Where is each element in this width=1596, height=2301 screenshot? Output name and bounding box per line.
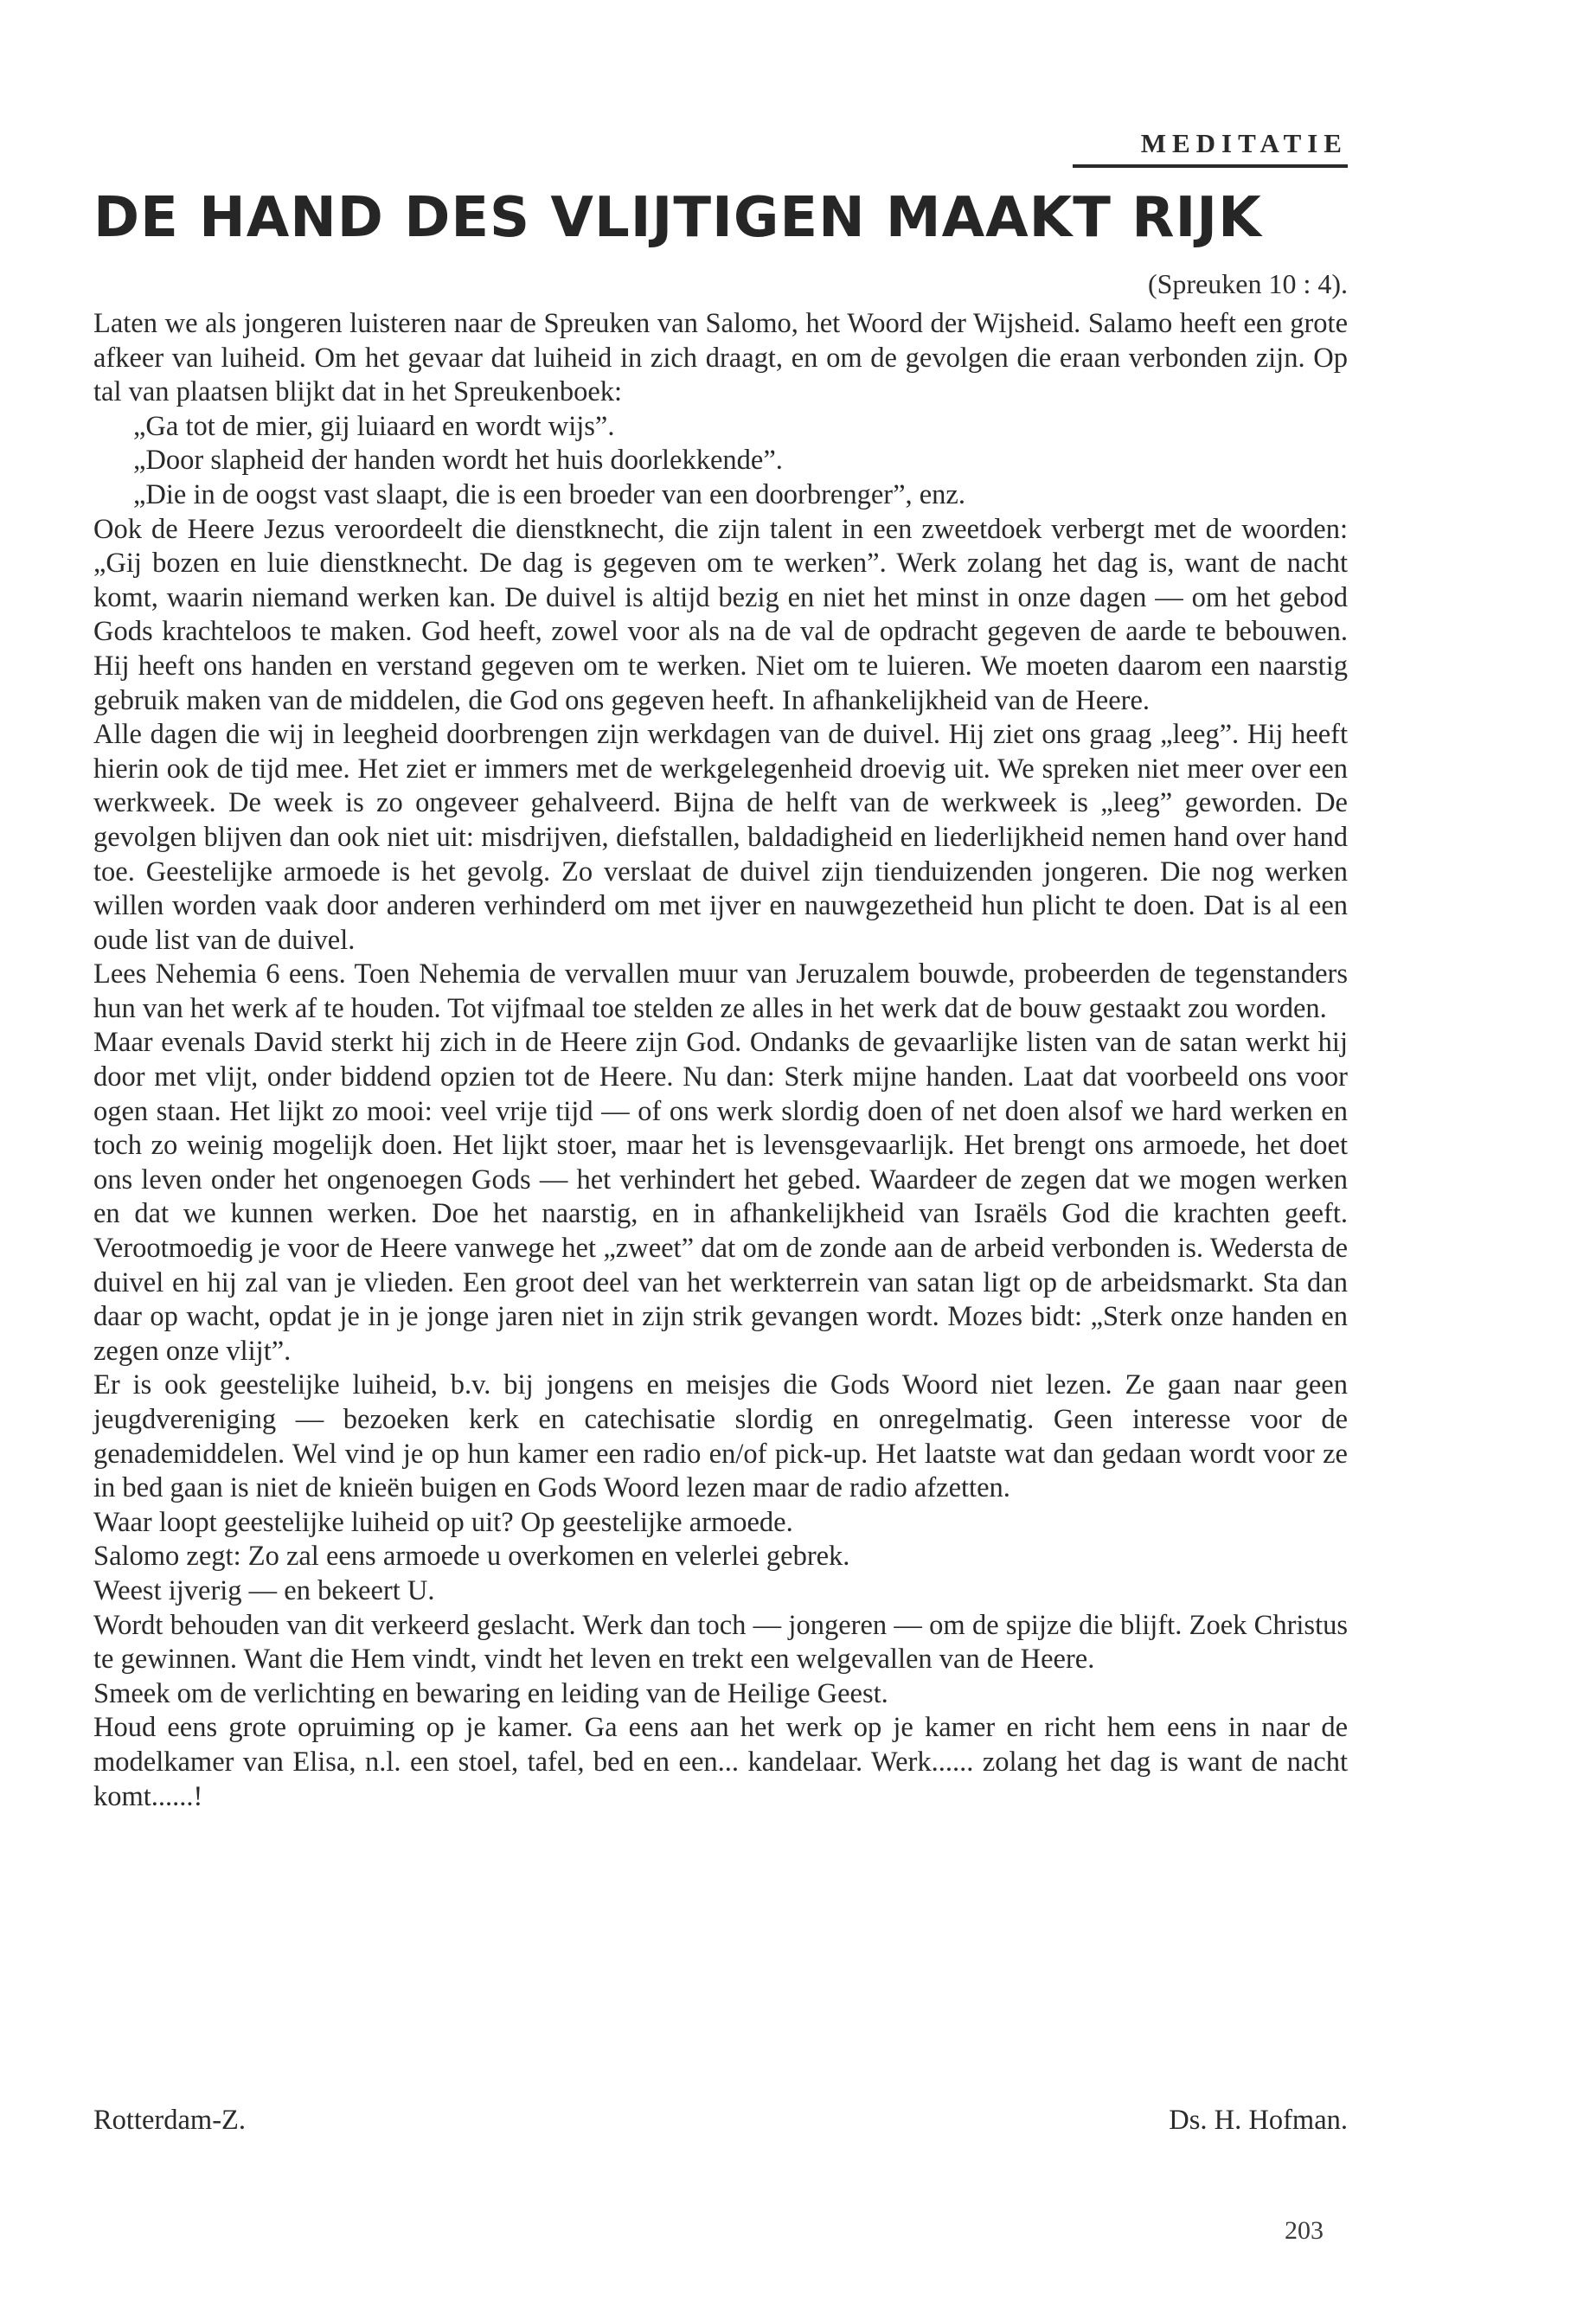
paragraph: Houd eens grote opruiming op je kamer. Ga eens aan het werk op je kamer en richt hem eens in naar de modelkamer van Elisa, n.l. een stoel, tafel, bed en een... kandelaar. Werk...... zolang het dag is want de nacht komt......! [93,1712,1348,1812]
paragraph: Wordt behouden van dit verkeerd geslacht. Werk dan toch — jongeren — om de spijze die blijft. Zoek Christus te gewinnen. Want die Hem vindt, vindt het leven en trekt een welgevallen van de Heere. [93,1609,1348,1676]
article-body [93,307,1348,1814]
paragraph: Maar evenals David sterkt hij zich in de Heere zijn God. Ondanks de gevaarlijke listen van de satan werkt hij door met vlijt, onder biddend opzien tot de Heere. Nu dan: Sterk mijne handen. Laat dat voorbeeld ons voor ogen staan. Het lijkt zo mooi: veel vrije tijd — of ons werk slordig doen of net doen alsof we hard werken en toch zo weinig mogelijk doen. Het lijkt stoer, maar het is levensgevaarlijk. Het brengt ons armoede, het doet ons leven onder het ongenoegen Gods — het verhindert het gebed. Waardeer de zegen dat we mogen werken en dat we kunnen werken. Doe het naarstig, en in afhankelijkheid van Israëls God die krachten geeft. Verootmoedig je voor de Heere vanwege het „zweet” dat om de zonde aan de arbeid verbonden is. Wedersta de duivel en hij zal van je vlieden. Een groot deel van het werkterrein van satan ligt op de arbeidsmarkt. Sta dan daar op wacht, opdat je in je jonge jaren niet in zijn strik gevangen wordt. Mozes bidt: „Sterk onze handen en zegen onze vlijt”. [93,1027,1348,1367]
paragraph: Ook de Heere Jezus veroordeelt die dienstknecht, die zijn talent in een zweetdoek verbergt met de woorden: „Gij bozen en luie dienstknecht. De dag is gegeven om te werken”. Werk zolang het dag is, want de nacht komt, waarin niemand werken kan. De duivel is altijd bezig en niet het minst in onze dagen — om het gebod Gods krachteloos te maken. God heeft, zowel voor als na de val de opdracht gegeven de aarde te bebouwen. Hij heeft ons handen en verstand gegeven om te werken. Niet om te luieren. We moeten daarom een naarstig gebruik maken van de middelen, die God ons gegeven heeft. In afhankelijkheid van de Heere. [93,513,1348,716]
place-name: Rotterdam-Z. [93,2105,246,2136]
paragraph: Salomo zegt: Zo zal eens armoede u overkomen en velerlei gebrek. [93,1541,850,1573]
paragraph: Lees Nehemia 6 eens. Toen Nehemia de vervallen muur van Jeruzalem bouwde, probeerden de tegenstanders hun van het werk af te houden. Tot vijfmaal toe stelden ze alles in het werk dat de bouw gestaakt zou worden. [93,958,1348,1024]
section-label: MEDITATIE [1073,128,1348,168]
paragraph: Weest ijverig — en bekeert U. [93,1574,435,1606]
article-title: DE HAND DES VLIJTIGEN MAAKT RIJK [93,186,1262,250]
paragraph: Waar loopt geestelijke luiheid op uit? Op geestelijke armoede. [93,1506,793,1538]
quote-line: „Die in de oogst vast slaapt, die is een broeder van een doorbrenger”, enz. [133,478,965,510]
quote-line: „Door slapheid der handen wordt het huis doorlekkende”. [133,445,783,477]
page-number: 203 [1285,2216,1324,2245]
author-name: Ds. H. Hofman. [1169,2105,1348,2136]
paragraph: Er is ook geestelijke luiheid, b.v. bij jongens en meisjes die Gods Woord niet lezen. Ze gaan naar geen jeugdvereniging — bezoeken kerk en catechisatie slordig en onregelmatig. Geen interesse voor de genademiddelen. Wel vind je op hun kamer een radio en/of pick-up. Het laatste wat dan gedaan wordt voor ze in bed gaan is niet de knieën buigen en Gods Woord lezen maar de radio afzetten. [93,1369,1348,1504]
paragraph: Alle dagen die wij in leegheid doorbrengen zijn werkdagen van de duivel. Hij ziet ons graag „leeg”. Hij heeft hierin ook de tijd mee. Het ziet er immers met de werkgelegenheid droevig uit. We spreken niet meer over een werkweek. De week is zo ongeveer gehalveerd. Bijna de helft van de werkweek is „leeg” geworden. De gevolgen blijven dan ook niet uit: misdrijven, diefstallen, baldadigheid en liederlijkheid nemen hand over hand toe. Geestelijke armoede is het gevolg. Zo verslaat de duivel zijn tienduizenden jongeren. Die nog werken willen worden vaak door anderen verhinderd om met ijver en nauwgezetheid hun plicht te doen. Dat is al een oude list van de duivel. [93,719,1348,956]
paragraph: Smeek om de verlichting en bewaring en leiding van de Heilige Geest. [93,1677,888,1709]
scripture-reference: (Spreuken 10 : 4). [1147,268,1348,299]
paragraph: Laten we als jongeren luisteren naar de Spreuken van Salomo, het Woord der Wijsheid. Salamo heeft een grote afkeer van luiheid. Om het gevaar dat luiheid in zich draagt, en om de gevolgen die eraan verbonden zijn. Op tal van plaatsen blijkt dat in het Spreukenboek: [93,308,1348,408]
quote-line: „Ga tot de mier, gij luiaard en wordt wijs”. [133,410,615,442]
